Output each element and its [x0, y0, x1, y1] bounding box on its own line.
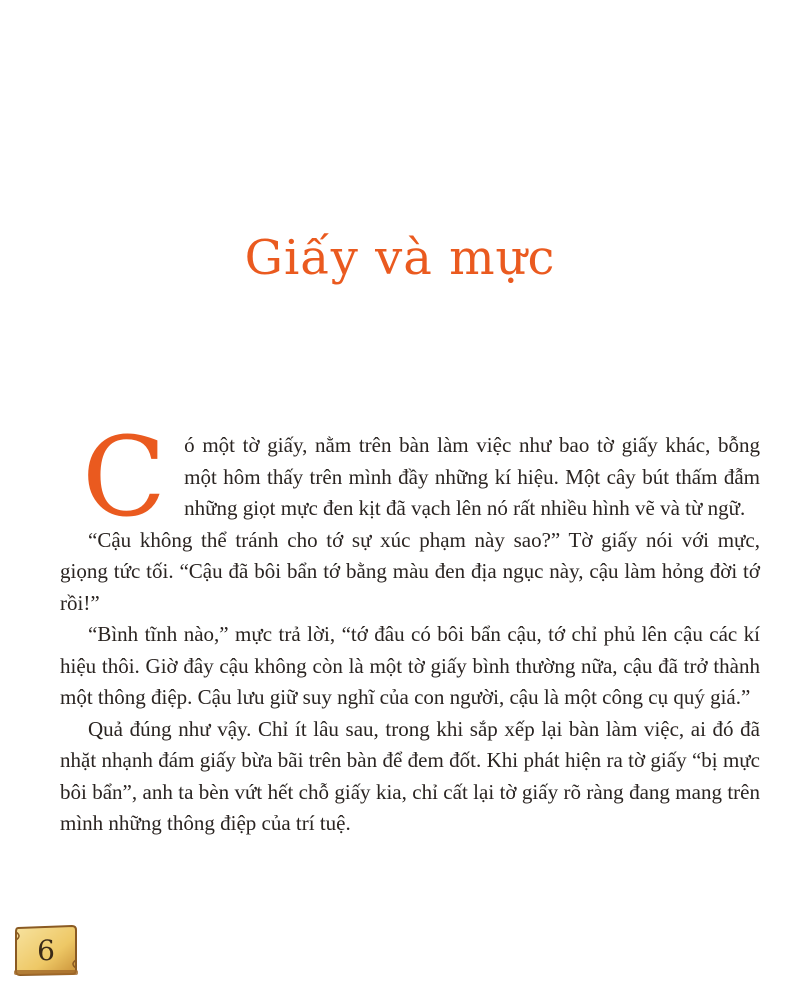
paragraph-1-text: ó một tờ giấy, nằm trên bàn làm việc như bao tờ giấy khác, bỗng một hôm thấy trên mình đầy những kí hiệu. Một cây bút thấm đẫm những giọt mực đen kịt đã vạch lên nó rất nhiều hình vẽ và từ ngữ.: [184, 433, 760, 520]
story-title: Giấy và mực: [244, 230, 556, 286]
page-number-badge: [12, 922, 80, 978]
drop-cap: C: [82, 413, 167, 541]
paragraph-2: “Cậu không thể tránh cho tớ sự xúc phạm này sao?” Tờ giấy nói với mực, giọng tức tối. “Cậu đã bôi bẩn tớ bằng màu đen địa ngục này, cậu làm hỏng đời tớ rồi!”: [60, 527, 760, 615]
page-number: 6: [37, 934, 55, 967]
story-body: [60, 413, 760, 840]
paragraph-3: “Bình tĩnh nào,” mực trả lời, “tớ đâu có bôi bẩn cậu, tớ chỉ phủ lên cậu các kí hiệu thôi. Giờ đây cậu không còn là một tờ giấy bình thường nữa, cậu đã trở thành một thông điệp. Cậu lưu giữ suy nghĩ của con người, cậu là một công cụ quý giá.”: [60, 622, 760, 709]
paragraph-4: Quả đúng như vậy. Chỉ ít lâu sau, trong khi sắp xếp lại bàn làm việc, ai đó đã nhặt nhạnh đám giấy bừa bãi trên bàn để đem đốt. Khi phát hiện ra tờ giấy “bị mực bôi bẩn”, anh ta bèn vứt hết chỗ giấy kia, chỉ cất lại tờ giấy rõ ràng đang mang trên mình những thông điệp của trí tuệ.: [60, 716, 760, 835]
paragraph-1: [60, 413, 760, 541]
